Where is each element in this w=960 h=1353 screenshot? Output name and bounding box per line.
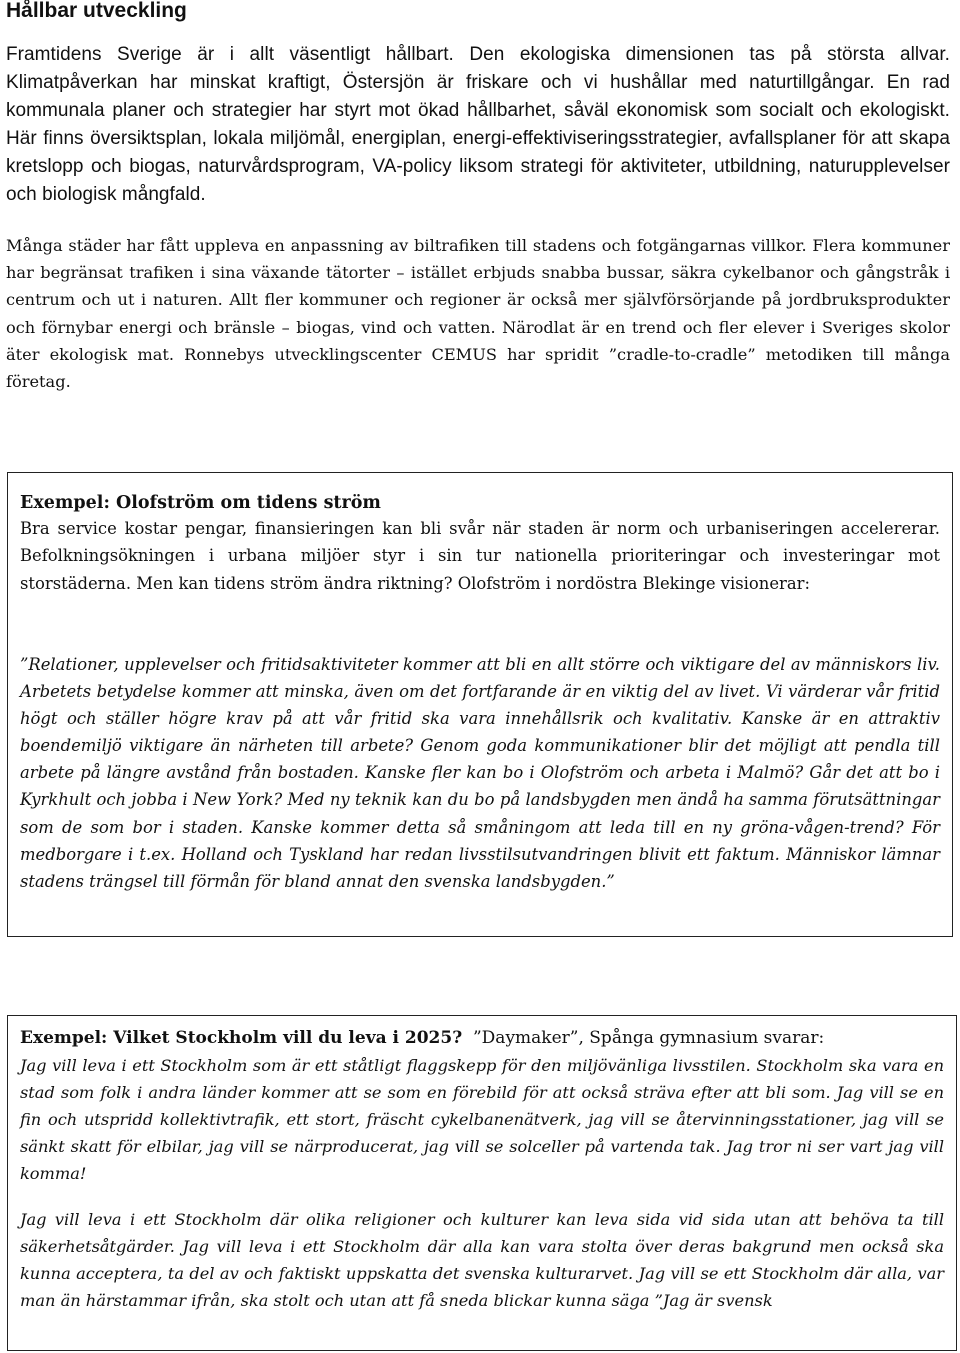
example-heading: Exempel: Olofström om tidens ström [20,493,381,513]
traffic-paragraph: Många städer har fått uppleva en anpassning av biltrafiken till stadens och fotgängarnas villkor. Flera kommuner har begränsat trafiken i sina växande tätorter – istället erbjuds snabba bussar, säkra cykelbanor och gångstråk i centrum och ut i naturen. Allt fler kommuner och regioner är också mer självförsörjande på jordbruksprodukter och förnybar energi och bränsle – biogas, vind och vatten. Närodlat är en trend och fler elever i Sveriges skolor äter ekologisk mat. Ronnebys utvecklingscenter CEMUS har spridit ”cradle-to-cradle” metodiken till många företag. [6,236,950,392]
example-paragraph: Bra service kostar pengar, finansieringen kan bli svår när staden är norm och urbaniseringen accelererar. Befolkningsökningen i urbana miljöer styr i sin tur nationella prioriteringar och investeringar mot storstäderna. Men kan tidens ström ändra riktning? Olofström i nordöstra Blekinge visionerar: [20,519,940,593]
section-title: Hållbar utveckling [6,0,187,22]
example-box-stockholm [7,1015,957,1351]
example-quote: ”Relationer, upplevelser och fritidsaktiviteter kommer att bli en allt större och viktigare del av människors liv. Arbetets betydelse kommer att minska, även om det fortfarande är en viktig del av livet. Vi värderar vår fritid högt och ställer högre krav på att vår fritid ska vara innehållsrik och kvalitativ. Kanske är en attraktiv boendemiljö viktigare än närheten till arbete? Genom goda kommunikationer blir det möjligt att pendla till arbete på längre avstånd från bostaden. Kanske fler kan bo i Olofström och arbeta i Malmö? Går det att bo i Kyrkhult och jobba i New York? Med ny teknik kan du bo på landsbygden men ändå ha samma förutsättningar som de som bor i staden. Kanske kommer detta så småningom att leda till en ny gröna-vågen-trend? För medborgare i t.ex. Holland och Tyskland har redan livsstilsutvandringen blivit ett faktum. Människor lämnar stadens trängsel till förmån för bland annat den svenska landsbygden.” [20,655,940,891]
example-headline [20,1025,824,1051]
example-box-olofstrom [7,472,953,937]
example-answer-paragraph: Jag vill leva i ett Stockholm som är ett ståtligt flaggskepp för den miljövänliga livsstilen. Stockholm ska vara en stad som folk i andra länder kommer att se som en förebild för att också sträva efter att bli som. Jag vill se en fin och utspridd kollektivtrafik, ett stort, fräscht cykelbanenätverk, jag vill se återvinningsstationer, jag vill se sänkt skatt för elbilar, jag vill se närproducerat, jag vill se solceller på vartenda tak. Jag tror ni ser vart jag vill komma! [20,1056,944,1184]
intro-paragraph: Framtidens Sverige är i allt väsentligt hållbart. Den ekologiska dimensionen tas på största allvar. Klimatpåverkan har minskat kraftigt, Östersjön är friskare och vi hushållar med naturtillgångar. En rad kommunala planer och strategier har styrt mot ökad hållbarhet, såväl ekonomisk som socialt och ekologiskt. Här finns översiktsplan, lokala miljömål, energiplan, energi-effektiviseringsstrategier, avfallsplaner för att skapa kretslopp och biogas, naturvårdsprogram, VA-policy liksom strategi för aktiviteter, utbildning, naturupplevelser och biologisk mångfald. [6,44,950,205]
example-answer-paragraph: Jag vill leva i ett Stockholm där olika religioner och kulturer kan leva sida vid sida utan att behöva ta till säkerhetsåtgärder. Jag vill leva i ett Stockholm där alla kan vara stolta över deras bakgrund men också ska kunna acceptera, ta del av och faktiskt uppskatta det svenska kulturarvet. Jag vill se ett Stockholm där alla, var man än härstammar ifrån, ska stolt och utan att få sneda blickar kunna säga ”Jag är svensk [20,1210,944,1311]
example-heading: Exempel: Vilket Stockholm vill du leva i 2025? [20,1028,463,1048]
example-subheading: ”Daymaker”, Spånga gymnasium svarar: [472,1028,825,1048]
